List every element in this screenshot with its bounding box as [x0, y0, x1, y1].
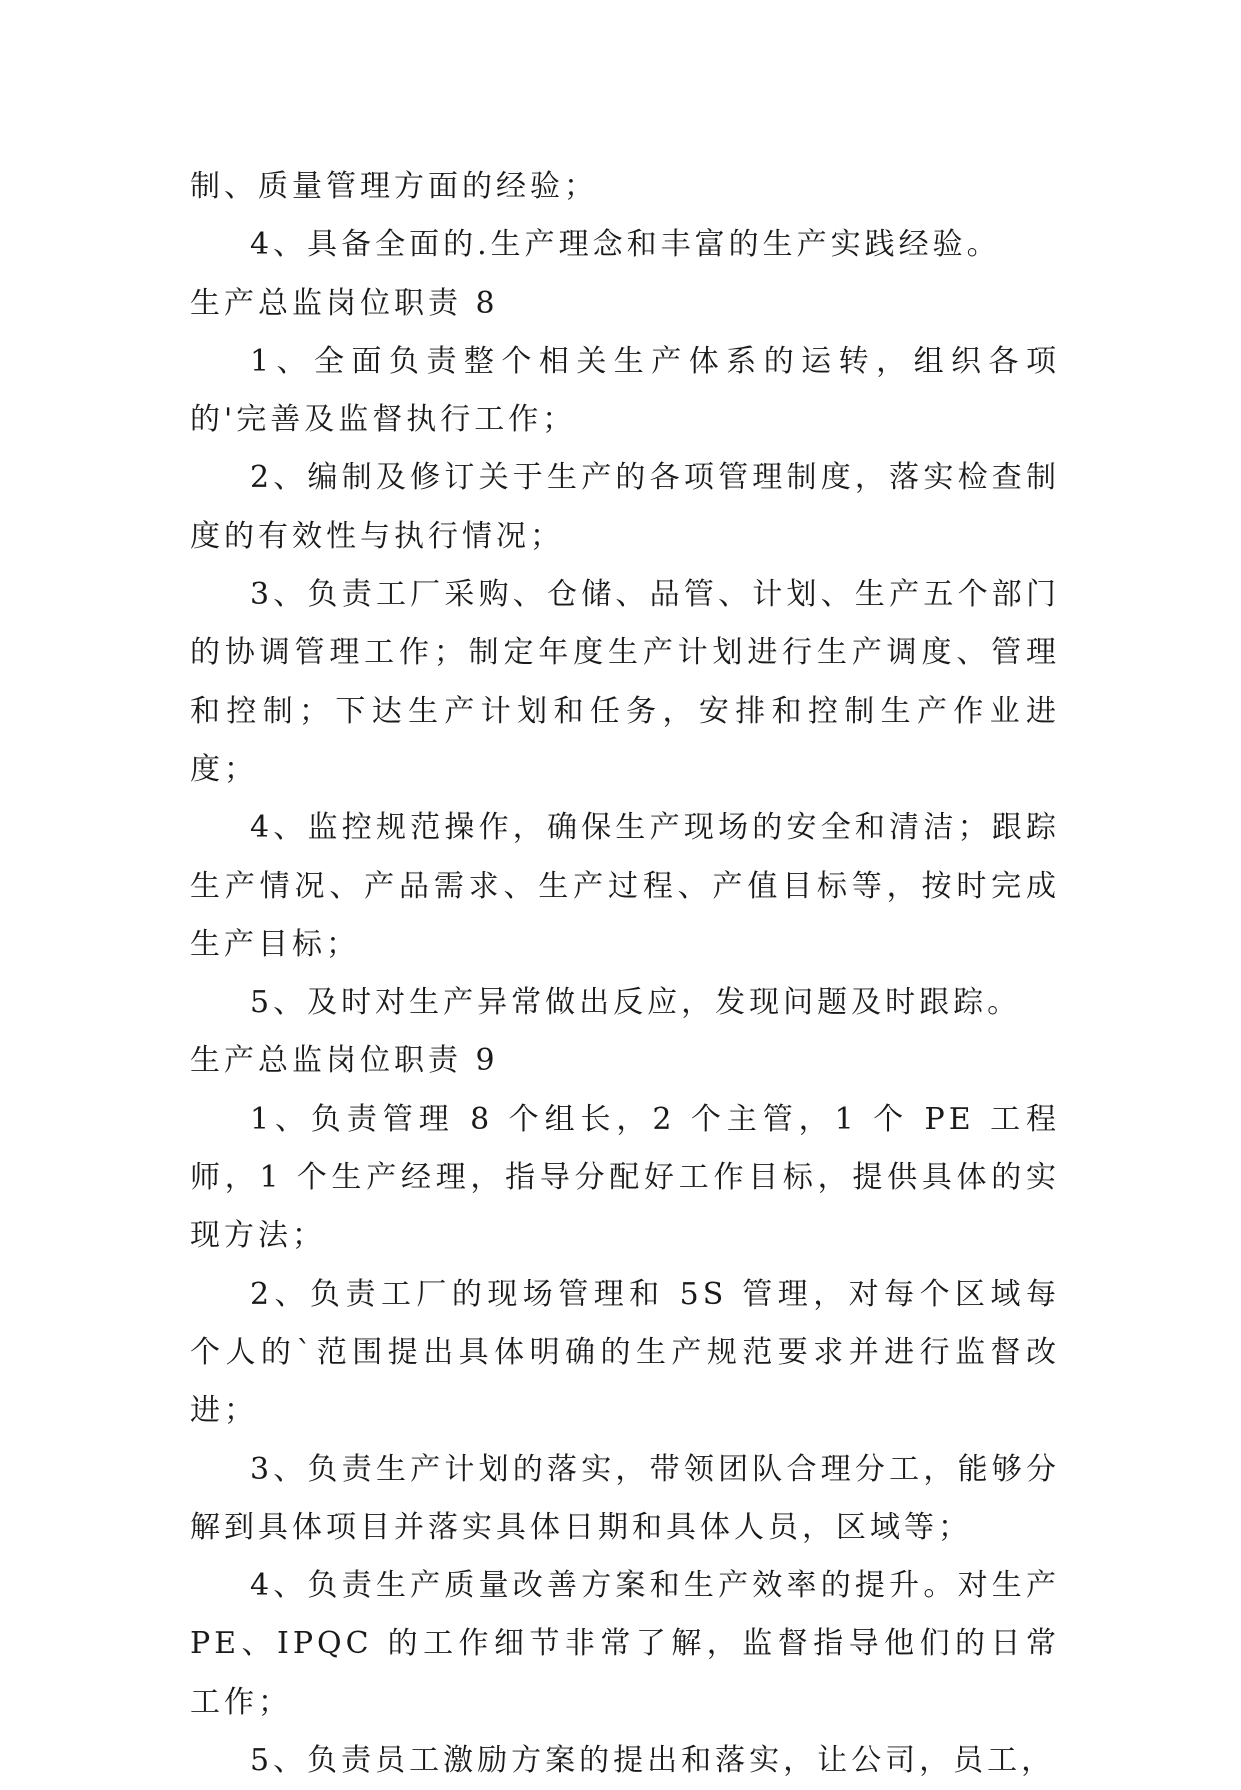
section8-item-5: 5、及时对生产异常做出反应，发现问题及时跟踪。	[250, 985, 1022, 1021]
section8-item-3: 3、负责工厂采购、仓储、品管、计划、生产五个部门的协调管理工作；制定年度生产计划进行生产调度、管理和控制；下达生产计划和任务，安排和控制生产作业进度；	[190, 577, 1060, 787]
section-heading-9: 生产总监岗位职责 9	[190, 1043, 499, 1079]
section9-item-5: 5、负责员工激励方案的提出和落实，让公司，员工，	[250, 1743, 1056, 1779]
paragraph-continuation: 制、质量管理方面的经验；	[190, 169, 598, 204]
section9-item-2: 2、负责工厂的现场管理和 5S 管理，对每个区域每个人的`范围提出具体明确的生产规范要求并进行监督改进；	[190, 1276, 1060, 1429]
section8-item-4: 4、监控规范操作，确保生产现场的安全和清洁；跟踪生产情况、产品需求、生产过程、产值目标等，按时完成生产目标；	[190, 810, 1060, 962]
section8-item-2: 2、编制及修订关于生产的各项管理制度，落实检查制度的有效性与执行情况；	[190, 460, 1060, 554]
section9-item-1: 1、负责管理 8 个组长，2 个主管，1 个 PE 工程师，1 个生产经理，指导分配好工作目标，提供具体的实现方法；	[190, 1101, 1060, 1254]
section8-item-1: 1、全面负责整个相关生产体系的运转，组织各项的'完善及监督执行工作；	[190, 343, 1060, 438]
section-heading-8: 生产总监岗位职责 8	[190, 285, 499, 321]
document-body	[190, 158, 1060, 1790]
section9-item-4: 4、负责生产质量改善方案和生产效率的提升。对生产PE、IPQC 的工作细节非常了解，监督指导他们的日常工作；	[190, 1568, 1060, 1720]
section9-item-3: 3、负责生产计划的落实，带领团队合理分工，能够分解到具体项目并落实具体日期和具体人员，区域等；	[190, 1451, 1060, 1545]
paragraph-item: 4、具备全面的.生产理念和丰富的生产实践经验。	[250, 227, 1001, 263]
